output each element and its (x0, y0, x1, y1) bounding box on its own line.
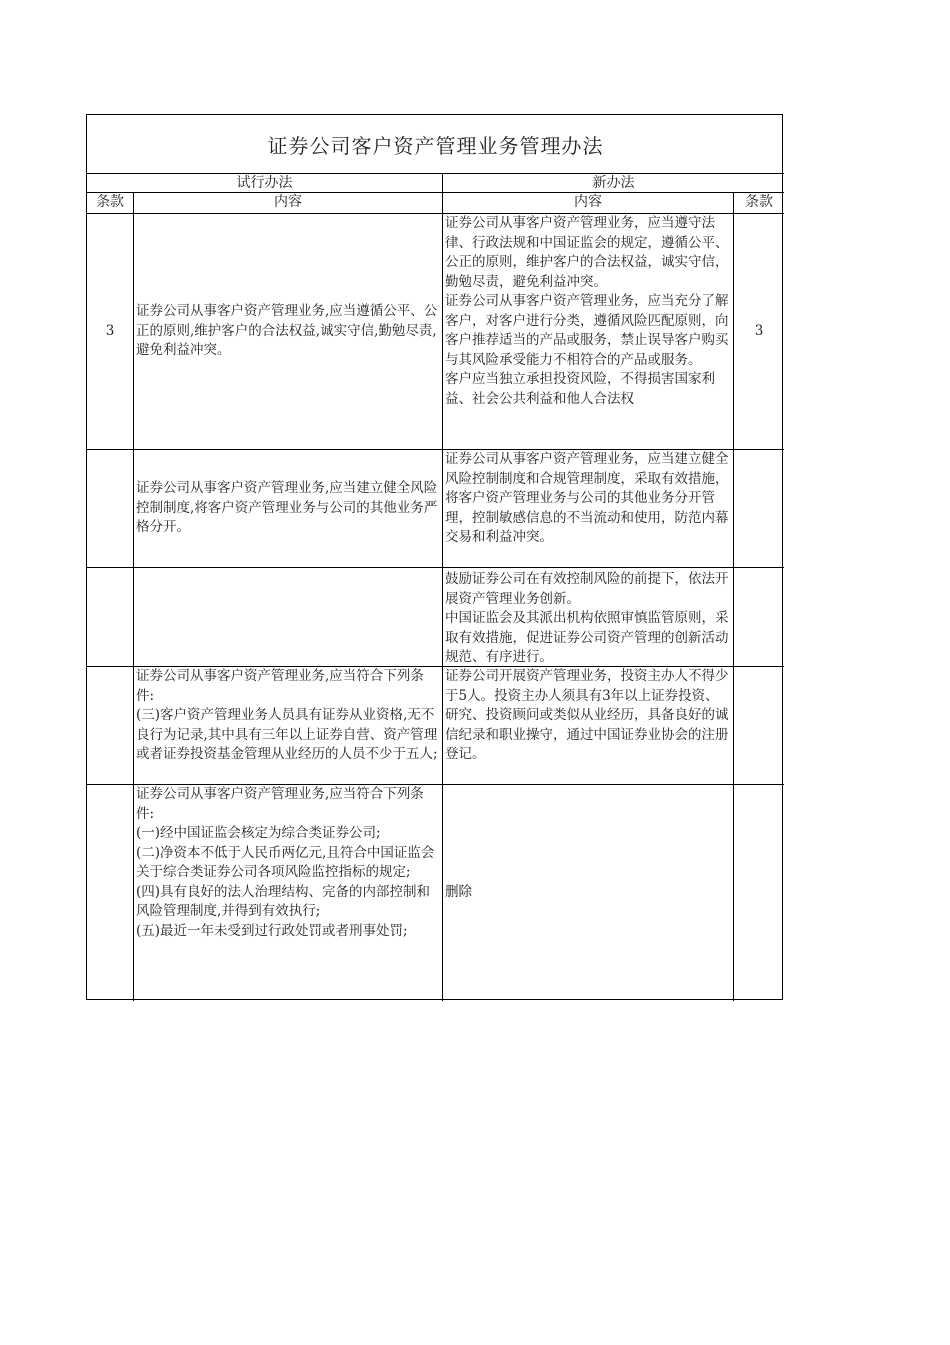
rule-center-divider (442, 173, 443, 1001)
old-clause-number (87, 667, 133, 784)
document-title: 证券公司客户资产管理业务管理办法 (267, 133, 604, 158)
old-clause-number: 3 (105, 322, 115, 339)
new-clause-number (734, 785, 784, 1000)
new-clause-number: 3 (754, 322, 764, 339)
new-content-paragraph: 鼓励证券公司在有效控制风险的前提下，依法开展资产管理业务创新。 (445, 571, 729, 607)
new-content-cell (445, 785, 732, 1000)
old-content-cell (136, 450, 441, 567)
new-content-paragraph: 客户应当独立承担投资风险，不得损害国家利益、社会公共利益和他人合法权 (445, 371, 715, 407)
new-content-paragraph: 证券公司从事客户资产管理业务，应当充分了解客户，对客户进行分类，遵循风险匹配原则，向客户推荐适当的产品或服务，禁止误导客户购买与其风险承受能力不相符合的产品或服务。 (445, 293, 729, 368)
old-content-cell (136, 214, 441, 449)
header-clause-right: 条款 (745, 194, 773, 210)
new-content-cell (445, 570, 732, 666)
new-content-paragraph: 证券公司开展资产管理业务，投资主办人不得少于5人。投资主办人须具有3年以上证券投资、研究、投资顾问或类似从业经历，具备良好的诚信纪录和职业操守，通过中国证券业协会的注册登记。 (445, 668, 729, 762)
old-content-text: 证券公司从事客户资产管理业务,应当符合下列条件: (一)经中国证监会核定为综合类证券公司; (二)净资本不低于人民币两亿元,且符合中国证监会关于综合类证券公司各项风险监控指标的规定; (四)具有良好的法人治理结构、完备的内部控制和风险管理制度,并得到有效执行; (五)最近一年未受到过行政处罚或者刑事处罚; (136, 786, 435, 939)
new-content-paragraph: 删除 (445, 883, 472, 900)
old-content-cell (136, 785, 441, 1000)
new-content-cell (445, 214, 732, 449)
header-old-measures: 试行办法 (236, 175, 293, 191)
new-content-cell (445, 667, 732, 784)
old-content-text: 证券公司从事客户资产管理业务,应当符合下列条件: (三)客户资产管理业务人员具有证券从业资格,无不良行为记录,其中具有三年以上证券自营、资产管理或者证券投资基金管理从业经历的人员不少于五人; (136, 668, 438, 762)
header-new-measures: 新办法 (592, 175, 635, 191)
header-clause-left: 条款 (96, 194, 124, 210)
new-content-cell (445, 450, 732, 567)
old-clause-number (87, 450, 133, 567)
old-clause-number (87, 568, 133, 666)
new-clause-number (734, 568, 784, 666)
rule-clause-left-divider (133, 193, 134, 1001)
old-content-text: 证券公司从事客户资产管理业务,应当建立健全风险控制制度,将客户资产管理业务与公司的其他业务严格分开。 (136, 480, 438, 536)
header-content-right: 内容 (574, 194, 602, 210)
new-content-paragraph: 证券公司从事客户资产管理业务，应当遵守法律、行政法规和中国证监会的规定，遵循公平、公正的原则，维护客户的合法权益，诚实守信，勤勉尽责，避免利益冲突。 (445, 215, 729, 290)
old-content-text: 证券公司从事客户资产管理业务,应当遵循公平、公正的原则,维护客户的合法权益,诚实守信,勤勉尽责,避免利益冲突。 (136, 303, 438, 359)
old-clause-number (87, 785, 133, 1000)
header-content-left: 内容 (274, 194, 302, 210)
regulation-comparison-table (86, 114, 783, 1000)
new-content-paragraph: 中国证监会及其派出机构依照审慎监管原则，采取有效措施，促进证券公司资产管理的创新活动规范、有序进行。 (445, 610, 729, 665)
old-content-cell (136, 568, 441, 666)
new-clause-number (734, 667, 784, 784)
old-content-cell (136, 667, 441, 784)
new-clause-number (734, 450, 784, 567)
new-content-paragraph: 证券公司从事客户资产管理业务，应当建立健全风险控制制度和合规管理制度，采取有效措施，将客户资产管理业务与公司的其他业务分开管理，控制敏感信息的不当流动和使用，防范内幕交易和利益冲突。 (445, 451, 729, 545)
